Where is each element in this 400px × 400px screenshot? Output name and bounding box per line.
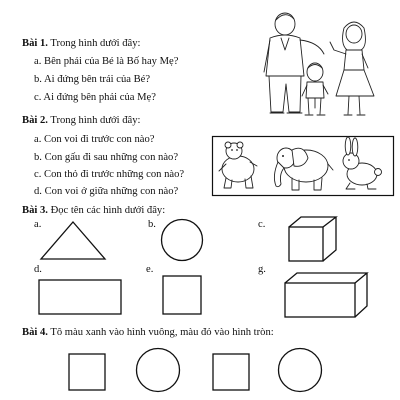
exercise-2-question-c: c. Con thỏ đi trước những con nào? bbox=[34, 169, 185, 180]
exercise-1-heading bbox=[22, 38, 141, 50]
exercise-3-prompt: Đọc tên các hình dưới đây: bbox=[50, 205, 166, 216]
animals-illustration bbox=[212, 136, 394, 196]
child-figure bbox=[302, 63, 328, 115]
shape-label-g: g. bbox=[258, 264, 266, 275]
exercise-2-label: Bài 2. bbox=[22, 115, 48, 126]
exercise-3-heading bbox=[22, 205, 165, 217]
exercise-1-label: Bài 1. bbox=[22, 38, 48, 49]
elephant-figure bbox=[274, 148, 333, 190]
exercise-2-question-a: a. Con voi đi trước con nào? bbox=[34, 134, 155, 145]
exercise-1-question-c: c. Ai đứng bên phải của Mẹ? bbox=[34, 92, 156, 103]
exercise-4-heading bbox=[22, 327, 274, 339]
triangle-shape bbox=[40, 221, 106, 261]
exercise-4-label: Bài 4. bbox=[22, 327, 48, 338]
exercise-2-heading bbox=[22, 115, 141, 127]
mother-figure bbox=[330, 22, 374, 115]
cube-shape bbox=[288, 216, 338, 262]
shape-label-c: c. bbox=[258, 219, 266, 230]
shape-label-e: e. bbox=[146, 264, 154, 275]
exercise-1-question-b: b. Ai đứng bên trái của Bé? bbox=[34, 74, 151, 85]
exercise-4-prompt: Tô màu xanh vào hình vuông, màu đỏ vào hình tròn: bbox=[50, 327, 274, 338]
circle-shape bbox=[160, 218, 204, 262]
shape-label-a: a. bbox=[34, 219, 42, 230]
rectangle-shape bbox=[38, 279, 122, 315]
coloring-square-2[interactable] bbox=[212, 353, 250, 391]
square-shape bbox=[162, 275, 202, 315]
exercise-1-prompt: Trong hình dưới đây: bbox=[50, 38, 141, 49]
coloring-circle-2[interactable] bbox=[277, 347, 323, 393]
coloring-square-1[interactable] bbox=[68, 353, 106, 391]
rabbit-figure bbox=[343, 137, 382, 189]
bear-figure bbox=[219, 142, 257, 188]
exercise-1-question-a: a. Bên phải của Bé là Bố hay Mẹ? bbox=[34, 56, 179, 67]
family-illustration bbox=[260, 10, 380, 120]
exercise-2-question-b: b. Con gấu đi sau những con nào? bbox=[34, 152, 179, 163]
shape-label-d: d. bbox=[34, 264, 42, 275]
exercise-2-prompt: Trong hình dưới đây: bbox=[50, 115, 141, 126]
coloring-circle-1[interactable] bbox=[135, 347, 181, 393]
box-shape bbox=[284, 272, 368, 318]
exercise-3-label: Bài 3. bbox=[22, 205, 48, 216]
exercise-2-question-d: d. Con voi ở giữa những con nào? bbox=[34, 186, 179, 197]
shape-label-b: b. bbox=[148, 219, 156, 230]
